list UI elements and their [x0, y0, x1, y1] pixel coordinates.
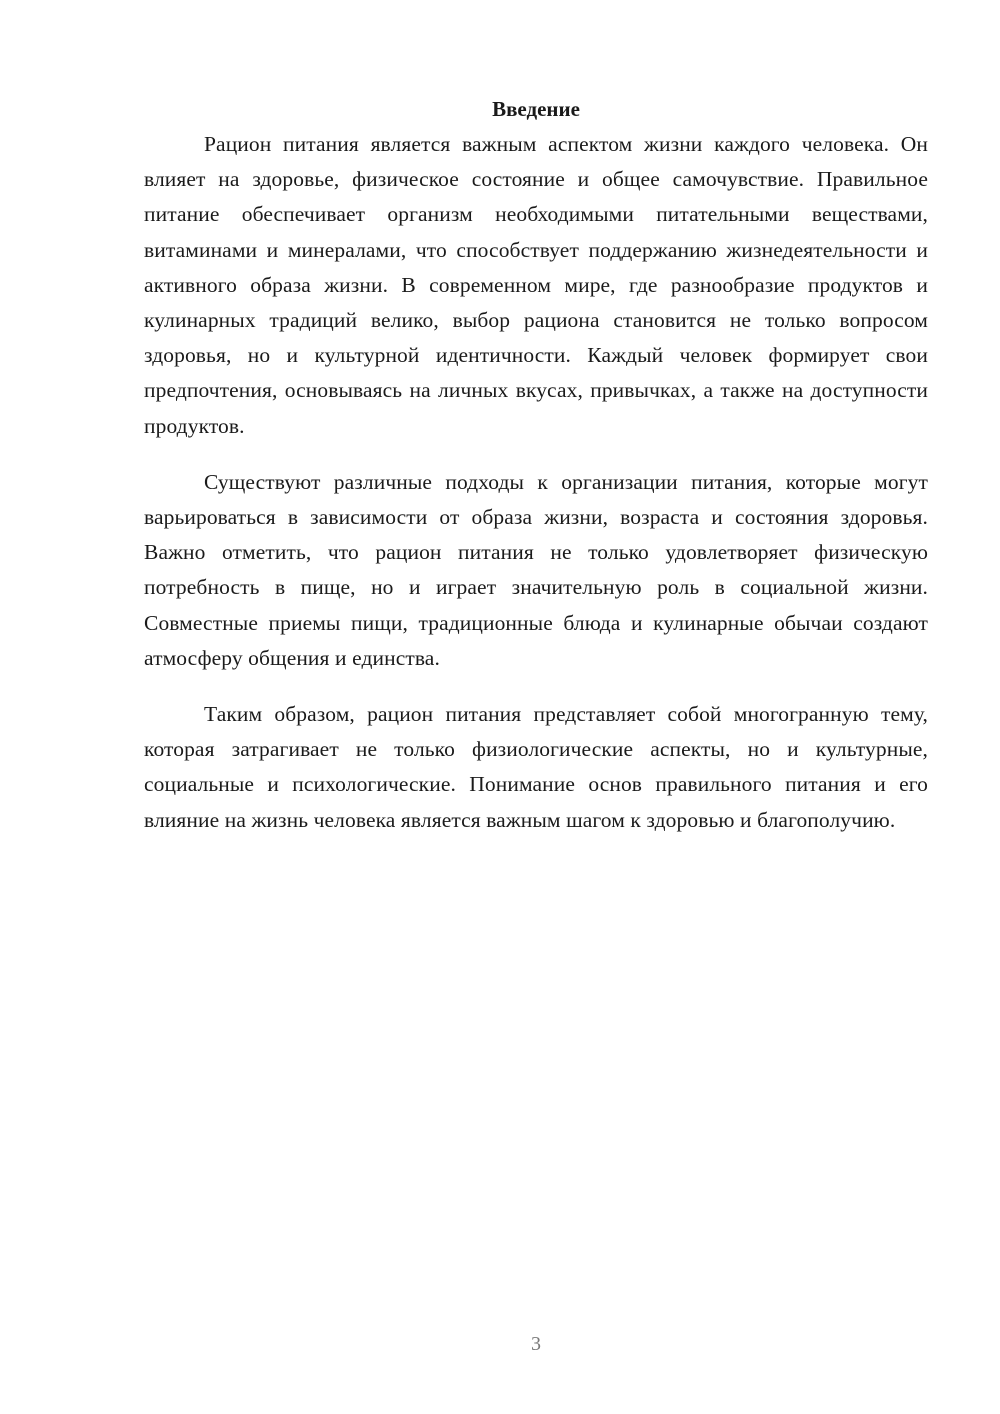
section-title: Введение	[492, 97, 580, 121]
document-body	[144, 92, 928, 838]
page-number: 3	[531, 1333, 541, 1355]
paragraph-2: Существуют различные подходы к организации питания, которые могут варьироваться в зависимости от образа жизни, возраста и состояния здоровья. Важно отметить, что рацион питания не только удовлетворяет физическую потребность в пище, но и играет значительную роль в социальной жизни. Совместные приемы пищи, традиционные блюда и кулинарные обычаи создают атмосферу общения и единства.	[144, 469, 928, 670]
paragraph-1: Рацион питания является важным аспектом жизни каждого человека. Он влияет на здоровье, физическое состояние и общее самочувствие. Правильное питание обеспечивает организм необходимыми питательными веществами, витаминами и минералами, что способствует поддержанию жизнедеятельности и активного образа жизни. В современном мире, где разнообразие продуктов и кулинарных традиций велико, выбор рациона становится не только вопросом здоровья, но и культурной идентичности. Каждый человек формирует свои предпочтения, основываясь на личных вкусах, привычках, а также на доступности продуктов.	[144, 132, 928, 438]
paragraph-3: Таким образом, рацион питания представляет собой многогранную тему, которая затрагивает не только физиологические аспекты, но и культурные, социальные и психологические. Понимание основ правильного питания и его влияние на жизнь человека является важным шагом к здоровью и благополучию.	[144, 702, 928, 832]
